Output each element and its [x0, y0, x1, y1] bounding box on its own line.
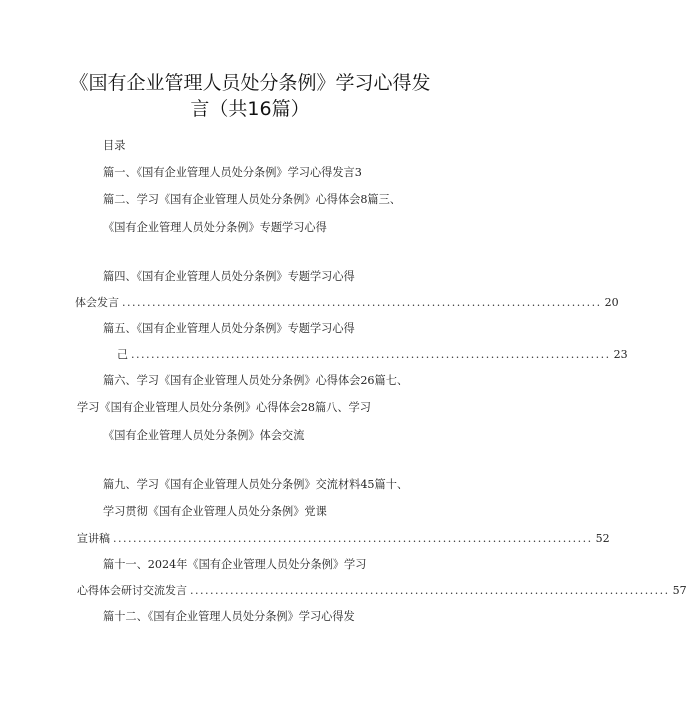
toc-entry-5-continued[interactable]: [117, 346, 628, 362]
toc-page-number: 57: [672, 584, 687, 597]
dot-leader: ................................................................................................: [122, 296, 602, 309]
toc-entry-label: 体会发言: [75, 296, 119, 309]
toc-page-number: 52: [595, 532, 610, 545]
toc-entry-label: 己: [117, 348, 128, 361]
dot-leader: ................................................................................................: [190, 584, 670, 597]
document-title-line-1: 《国有企业管理人员处分条例》学习心得发: [69, 72, 431, 94]
toc-entry-4[interactable]: 篇四、《国有企业管理人员处分条例》专题学习心得: [103, 270, 355, 283]
toc-entry-4-continued[interactable]: [75, 294, 619, 310]
toc-entry-6[interactable]: 篇六、学习《国有企业管理人员处分条例》心得体会26篇七、: [103, 374, 409, 387]
toc-entry-11[interactable]: 篇十一、2024年《国有企业管理人员处分条例》学习: [103, 558, 367, 571]
document-title-line-2: 言（共16篇）: [190, 98, 310, 120]
toc-entry-7[interactable]: 学习《国有企业管理人员处分条例》心得体会28篇八、学习: [77, 401, 371, 414]
dot-leader: ................................................................................................: [113, 532, 593, 545]
toc-entry-12[interactable]: 篇十二、《国有企业管理人员处分条例》学习心得发: [103, 610, 355, 623]
toc-entry-9[interactable]: 篇九、学习《国有企业管理人员处分条例》交流材料45篇十、: [103, 478, 409, 491]
toc-entry-label: 心得体会研讨交流发言: [77, 584, 187, 597]
toc-entry-10[interactable]: 学习贯彻《国有企业管理人员处分条例》党课: [103, 505, 327, 518]
toc-heading: 目录: [103, 139, 126, 152]
toc-entry-3[interactable]: 《国有企业管理人员处分条例》专题学习心得: [103, 221, 327, 234]
toc-entry-8[interactable]: 《国有企业管理人员处分条例》体会交流: [103, 429, 305, 442]
toc-entry-11-continued[interactable]: [77, 582, 687, 598]
dot-leader: ................................................................................................: [131, 348, 611, 361]
toc-entry-label: 宣讲稿: [77, 532, 110, 545]
toc-entry-1[interactable]: 篇一、《国有企业管理人员处分条例》学习心得发言3: [103, 166, 362, 179]
toc-entry-2[interactable]: 篇二、学习《国有企业管理人员处分条例》心得体会8篇三、: [103, 193, 401, 206]
toc-entry-5[interactable]: 篇五、《国有企业管理人员处分条例》专题学习心得: [103, 322, 355, 335]
toc-page-number: 20: [604, 296, 619, 309]
toc-entry-10-continued[interactable]: [77, 530, 610, 546]
toc-page-number: 23: [613, 348, 628, 361]
